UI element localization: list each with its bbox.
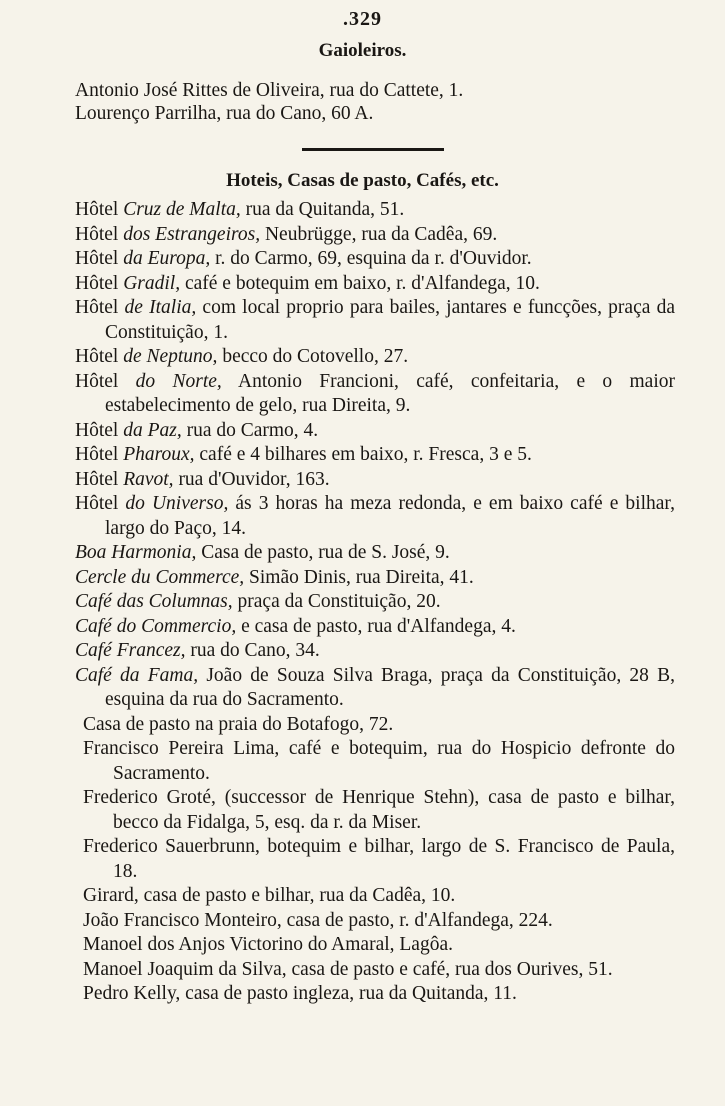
entry-name: Hôtel: [75, 493, 126, 514]
entry-italic-name: Boa Harmonia,: [75, 542, 197, 563]
entry-details: rua do Cano, 34.: [185, 640, 320, 661]
entry-name: Hôtel: [75, 199, 124, 220]
entry-name: Hôtel: [75, 346, 124, 367]
entry-italic-name: Café das Columnas,: [75, 591, 233, 612]
entry-name: Frederico Sauerbrunn, botequim e bilhar, largo de S. Francisco de Paula, 18.: [83, 836, 675, 882]
list-item: [83, 982, 675, 1007]
list-item: [83, 909, 675, 934]
list-item: [75, 664, 675, 713]
list-item: [75, 443, 675, 468]
page-number: .329: [343, 8, 382, 30]
entry-details: r. do Carmo, 69, esquina da r. d'Ouvidor.: [210, 248, 532, 269]
entry-italic-name: Café Francez,: [75, 640, 186, 661]
entry-name: Casa de pasto na praia do Botafogo, 72.: [83, 713, 394, 735]
list-item: [83, 958, 675, 983]
list-item: [83, 713, 675, 738]
entry-name: Pedro Kelly, casa de pasto ingleza, rua da Quitanda, 11.: [83, 983, 517, 1004]
entry-name: Manoel Joaquim da Silva, casa de pasto e café, rua dos Ourives, 51.: [83, 958, 613, 980]
section-divider: [302, 148, 444, 151]
entry-details: rua da Quitanda, 51.: [240, 199, 405, 220]
list-item: [75, 541, 675, 566]
entry-italic-name: Café da Fama,: [75, 664, 199, 686]
entry-details: e casa de pasto, rua d'Alfandega, 4.: [236, 615, 516, 637]
list-item: [75, 639, 675, 664]
entry-name: João Francisco Monteiro, casa de pasto, r. d'Alfandega, 224.: [83, 909, 553, 931]
list-item: [83, 737, 675, 786]
entry-details: Neubrügge, rua da Cadêa, 69.: [260, 223, 498, 245]
list-item: [75, 566, 675, 591]
entry-name: Hôtel: [75, 223, 124, 245]
list-item: [75, 296, 675, 345]
entry-details: praça da Constituição, 20.: [232, 591, 441, 612]
entry-details: café e 4 bilhares em baixo, r. Fresca, 3 e 5.: [194, 444, 532, 465]
entry-italic-name: do Universo,: [125, 493, 229, 514]
section-title-hoteis: Hoteis, Casas de pasto, Cafés, etc.: [226, 170, 499, 191]
list-item: [75, 419, 675, 444]
entry-name: Manoel dos Anjos Victorino do Amaral, Lagôa.: [83, 934, 453, 955]
list-item: [83, 786, 675, 835]
list-item: [75, 590, 675, 615]
list-item: Lourenço Parrilha, rua do Cano, 60 A.: [75, 103, 374, 124]
list-item: [75, 198, 675, 223]
entry-name: Hôtel: [75, 419, 124, 441]
entry-italic-name: da Paz,: [123, 419, 182, 441]
entry-italic-name: de Neptuno,: [123, 346, 218, 367]
list-item: [83, 835, 675, 884]
entry-italic-name: Cercle du Commerce,: [75, 566, 245, 588]
section-title-gaioleiros: Gaioleiros.: [318, 40, 407, 61]
entry-details: café e botequim em baixo, r. d'Alfandega, 10.: [180, 272, 540, 294]
gaioleiros-list: [75, 79, 675, 125]
list-item: [75, 370, 675, 419]
entry-italic-name: Ravot,: [123, 468, 174, 490]
list-item: [75, 247, 675, 272]
entry-name: Hôtel: [75, 272, 124, 294]
entry-details: com local proprio para bailes, jantares e funcções, praça da Constituição, 1.: [105, 297, 675, 343]
list-item: [75, 468, 675, 493]
list-item: [83, 933, 675, 958]
list-item: [75, 272, 675, 297]
entry-details: rua do Carmo, 4.: [181, 419, 319, 441]
entry-italic-name: dos Estrangeiros,: [123, 223, 261, 245]
entry-details: becco do Cotovello, 27.: [217, 346, 409, 367]
list-item: [83, 884, 675, 909]
list-item: [75, 615, 675, 640]
list-item: Antonio José Rittes de Oliveira, rua do Cattete, 1.: [75, 80, 464, 101]
hoteis-list: [75, 198, 675, 1007]
entry-name: Hôtel: [75, 370, 136, 392]
entry-name: Hôtel: [75, 444, 124, 465]
entry-name: Frederico Groté, (successor de Henrique Stehn), casa de pasto e bilhar, becco da Fidalga, 5, esq. da r. da Miser.: [83, 787, 675, 833]
list-item: [75, 223, 675, 248]
entry-italic-name: Gradil,: [123, 272, 181, 294]
list-item: [75, 345, 675, 370]
entry-details: Simão Dinis, rua Direita, 41.: [244, 566, 474, 588]
entry-italic-name: da Europa,: [123, 248, 211, 269]
entry-details: rua d'Ouvidor, 163.: [173, 468, 330, 490]
entry-name: Girard, casa de pasto e bilhar, rua da Cadêa, 10.: [83, 885, 456, 906]
entry-details: ás 3 horas ha meza redonda, e em baixo café e bilhar, largo do Paço, 14.: [105, 493, 675, 539]
entry-italic-name: Cruz de Malta,: [123, 199, 241, 220]
entry-details: Casa de pasto, rua de S. José, 9.: [196, 542, 450, 563]
entry-name: Hôtel: [75, 468, 124, 490]
list-item: [75, 492, 675, 541]
entry-name: Hôtel: [75, 297, 125, 318]
entry-italic-name: Pharoux,: [123, 444, 195, 465]
entry-name: Hôtel: [75, 248, 124, 269]
entry-name: Francisco Pereira Lima, café e botequim, rua do Hospicio defronte do Sacramento.: [83, 738, 675, 784]
entry-italic-name: do Norte,: [135, 370, 222, 392]
entry-italic-name: Café do Commercio,: [75, 615, 237, 637]
entry-italic-name: de Italia,: [124, 297, 197, 318]
entry-details: Antonio Francioni, café, confeitaria, e o maior estabelecimento de gelo, rua Direita, 9.: [105, 370, 675, 416]
entry-details: João de Souza Silva Braga, praça da Constituição, 28 B, esquina da rua do Sacramento.: [105, 664, 675, 710]
